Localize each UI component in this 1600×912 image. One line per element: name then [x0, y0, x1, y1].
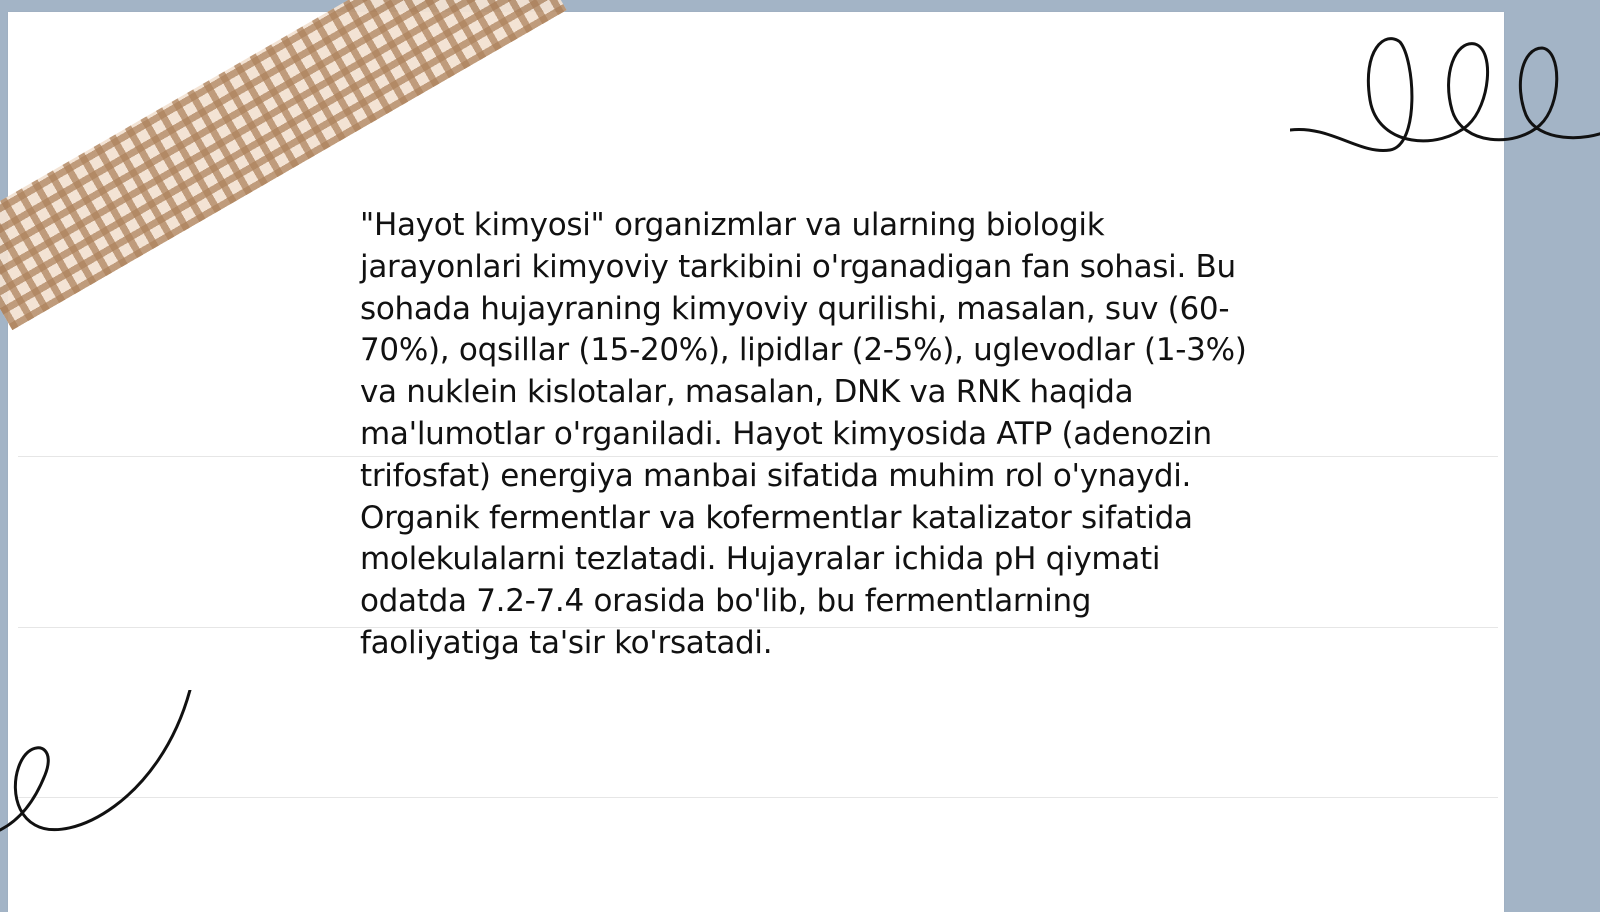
check-swirl-icon — [0, 690, 200, 850]
body-paragraph: "Hayot kimyosi" organizmlar va ularning biologik jarayonlari kimyoviy tarkibini o'rganadigan fan sohasi. Bu sohada hujayraning kimyoviy qurilishi, masalan, suv (60-70%), oqsillar (15-20%), lipidlar (2-5%), uglevodlar (1-3%) va nuklein kislotalar, masalan, DNK va RNK haqida ma'lumotlar o'rganiladi. Hayot kimyosida ATP (adenozin trifosfat) energiya manbai sifatida muhim rol o'ynaydi. Organik fermentlar va kofermentlar katalizator sifatida molekulalarni tezlatadi. Hujayralar ichida pH qiymati odatda 7.2-7.4 orasida bo'lib, bu fermentlarning faoliyatiga ta'sir ko'rsatadi. — [360, 207, 1247, 661]
ruled-line — [18, 797, 1498, 798]
loop-swirl-icon — [1290, 30, 1600, 165]
